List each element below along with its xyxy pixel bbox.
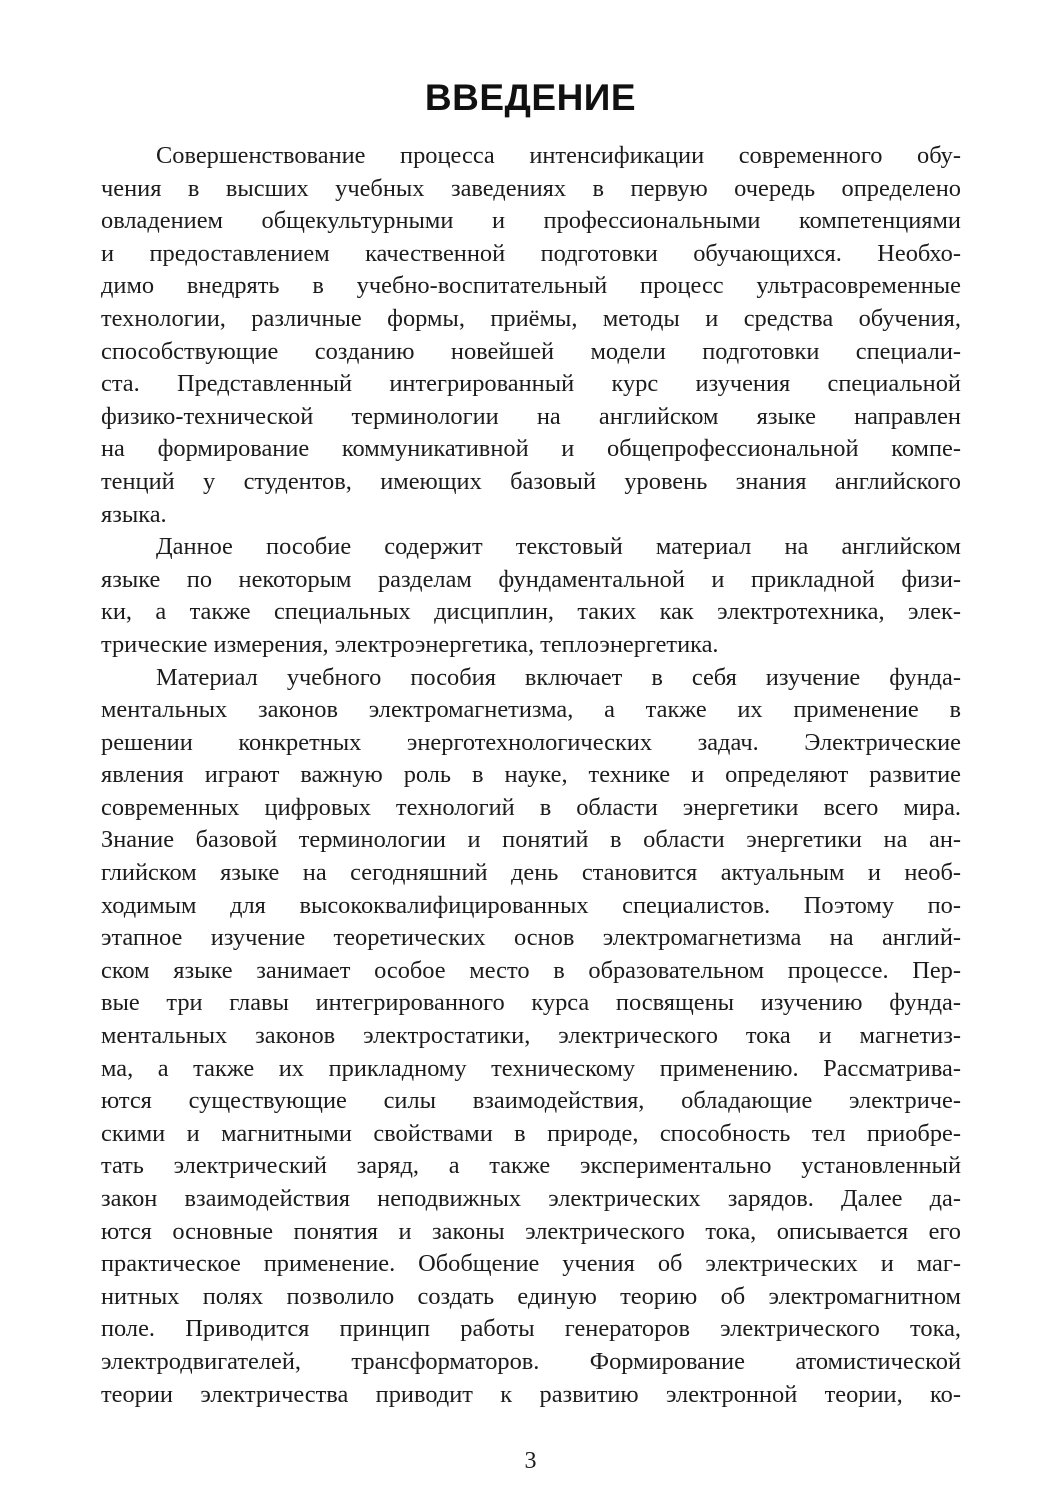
text-line: ходимым для высококвалифицированных специалистов. Поэтому по- <box>101 891 961 919</box>
text-line: трические измерения, электроэнергетика, теплоэнергетика. <box>101 630 719 658</box>
text-line: вые три главы интегрированного курса посвящены изучению фунда- <box>101 989 961 1017</box>
text-line: решении конкретных энерготехнологических задач. Электрические <box>101 728 961 756</box>
text-line: практическое применение. Обобщение учения об электрических и маг- <box>101 1250 961 1278</box>
page-number: 3 <box>524 1448 537 1474</box>
text-line: ском языке занимает особое место в образовательном процессе. Пер- <box>101 956 961 984</box>
text-line: Совершенствование процесса интенсификации современного обу- <box>156 142 961 169</box>
text-line: тать электрический заряд, а также экспериментально установленный <box>101 1152 961 1180</box>
text-line: теории электричества приводит к развитию электронной теории, ко- <box>101 1380 961 1408</box>
text-line: глийском языке на сегодняшний день становится актуальным и необ- <box>101 859 961 887</box>
text-line: димо внедрять в учебно-воспитательный процесс ультрасовременные <box>101 272 961 300</box>
text-line: способствующие созданию новейшей модели подготовки специали- <box>101 337 961 365</box>
text-line: скими и магнитными свойствами в природе, способность тел приобре- <box>101 1119 961 1147</box>
text-line: ются существующие силы взаимодействия, обладающие электриче- <box>101 1087 961 1115</box>
text-line: и предоставлением качественной подготовки обучающихся. Необхо- <box>101 239 961 267</box>
text-line: языка. <box>101 500 167 528</box>
text-line: этапное изучение теоретических основ электромагнетизма на англий- <box>101 924 961 952</box>
page-title: ВВЕДЕНИЕ <box>424 77 637 118</box>
text-line: современных цифровых технологий в области энергетики всего мира. <box>101 793 961 821</box>
text-line: закон взаимодействия неподвижных электрических зарядов. Далее да- <box>101 1185 961 1212</box>
text-line: ются основные понятия и законы электрического тока, описывается его <box>101 1217 961 1245</box>
text-line: ма, а также их прикладному техническому применению. Рассматрива- <box>101 1054 961 1082</box>
text-line: Данное пособие содержит текстовый материал на английском <box>156 533 961 561</box>
paragraph-1 <box>101 140 961 531</box>
body-text <box>101 140 961 1411</box>
text-line: на формирование коммуникативной и общепрофессиональной компе- <box>101 435 961 463</box>
text-line: ментальных законов электромагнетизма, а также их применение в <box>101 696 961 724</box>
text-line: тенций у студентов, имеющих базовый уровень знания английского <box>101 467 961 495</box>
text-line: физико-технической терминологии на английском языке направлен <box>101 402 961 430</box>
text-line: языке по некоторым разделам фундаментальной и прикладной физи- <box>101 565 961 593</box>
text-line: технологии, различные формы, приёмы, методы и средства обучения, <box>101 304 961 332</box>
text-line: ста. Представленный интегрированный курс изучения специальной <box>101 370 961 398</box>
text-line: поле. Приводится принцип работы генераторов электрического тока, <box>101 1315 961 1343</box>
text-line: чения в высших учебных заведениях в первую очередь определено <box>101 174 961 202</box>
text-line: явления играют важную роль в науке, технике и определяют развитие <box>101 761 961 789</box>
text-line: Материал учебного пособия включает в себя изучение фунда- <box>156 663 961 691</box>
paragraph-2 <box>101 531 961 661</box>
paragraph-3 <box>101 662 961 1412</box>
text-line: Знание базовой терминологии и понятий в области энергетики на ан- <box>101 826 961 854</box>
text-line: ментальных законов электростатики, электрического тока и магнетиз- <box>101 1022 961 1050</box>
text-line: нитных полях позволило создать единую теорию об электромагнитном <box>101 1282 961 1310</box>
text-line: овладением общекультурными и профессиональными компетенциями <box>101 207 961 235</box>
text-line: электродвигателей, трансформаторов. Формирование атомистической <box>101 1347 961 1375</box>
text-line: ки, а также специальных дисциплин, таких как электротехника, элек- <box>101 598 961 626</box>
